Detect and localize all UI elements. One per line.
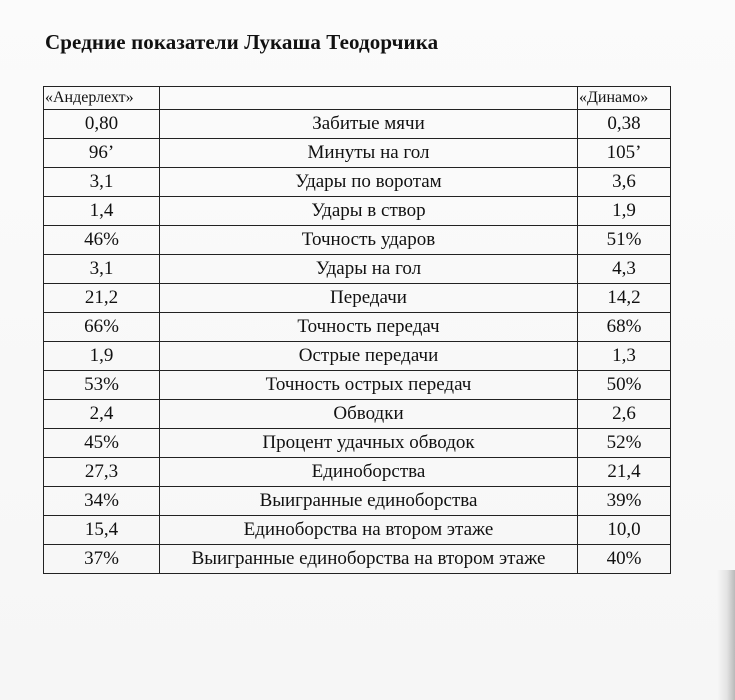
table-row xyxy=(44,110,671,139)
table-row xyxy=(44,342,671,371)
dynamo-value-cell: 39% xyxy=(578,487,671,516)
metric-label-cell: Процент удачных обводок xyxy=(160,429,578,458)
anderlecht-value-cell: 0,80 xyxy=(44,110,160,139)
page-edge-shadow xyxy=(717,570,735,700)
dynamo-value-cell: 1,9 xyxy=(578,197,671,226)
stats-table xyxy=(43,86,671,574)
anderlecht-value-cell: 53% xyxy=(44,371,160,400)
table-header-row xyxy=(44,87,671,110)
metric-label-cell: Удары на гол xyxy=(160,255,578,284)
anderlecht-value-cell: 66% xyxy=(44,313,160,342)
metric-label-cell: Удары в створ xyxy=(160,197,578,226)
table-row xyxy=(44,371,671,400)
metric-label-cell: Минуты на гол xyxy=(160,139,578,168)
dynamo-value-cell: 3,6 xyxy=(578,168,671,197)
dynamo-value-cell: 10,0 xyxy=(578,516,671,545)
anderlecht-value-cell: 34% xyxy=(44,487,160,516)
table-row xyxy=(44,487,671,516)
anderlecht-value-cell: 3,1 xyxy=(44,168,160,197)
table-row xyxy=(44,284,671,313)
table-row xyxy=(44,400,671,429)
metric-label-cell: Точность ударов xyxy=(160,226,578,255)
table-row xyxy=(44,255,671,284)
dynamo-value-cell: 51% xyxy=(578,226,671,255)
anderlecht-value-cell: 3,1 xyxy=(44,255,160,284)
anderlecht-value-cell: 21,2 xyxy=(44,284,160,313)
dynamo-value-cell: 21,4 xyxy=(578,458,671,487)
metric-label-cell: Выигранные единоборства на втором этаже xyxy=(160,545,578,574)
dynamo-value-cell: 68% xyxy=(578,313,671,342)
dynamo-value-cell: 52% xyxy=(578,429,671,458)
anderlecht-value-cell: 15,4 xyxy=(44,516,160,545)
anderlecht-value-cell: 2,4 xyxy=(44,400,160,429)
metric-label-cell: Выигранные единоборства xyxy=(160,487,578,516)
dynamo-value-cell: 14,2 xyxy=(578,284,671,313)
metric-label-cell: Точность передач xyxy=(160,313,578,342)
anderlecht-value-cell: 46% xyxy=(44,226,160,255)
table-row xyxy=(44,313,671,342)
metric-label-cell: Удары по воротам xyxy=(160,168,578,197)
table-row xyxy=(44,458,671,487)
anderlecht-value-cell: 1,4 xyxy=(44,197,160,226)
anderlecht-value-cell: 37% xyxy=(44,545,160,574)
dynamo-value-cell: 2,6 xyxy=(578,400,671,429)
dynamo-value-cell: 105’ xyxy=(578,139,671,168)
table-row xyxy=(44,545,671,574)
dynamo-value-cell: 1,3 xyxy=(578,342,671,371)
table-row xyxy=(44,516,671,545)
dynamo-value-cell: 40% xyxy=(578,545,671,574)
metric-label-cell: Единоборства на втором этаже xyxy=(160,516,578,545)
table-row xyxy=(44,226,671,255)
team-left-header: «Андерлехт» xyxy=(44,87,160,110)
table-row xyxy=(44,197,671,226)
metric-label-cell: Точность острых передач xyxy=(160,371,578,400)
table-row xyxy=(44,429,671,458)
anderlecht-value-cell: 45% xyxy=(44,429,160,458)
table-row xyxy=(44,168,671,197)
metric-header xyxy=(160,87,578,110)
stats-table-body xyxy=(44,87,671,574)
anderlecht-value-cell: 1,9 xyxy=(44,342,160,371)
team-right-header: «Динамо» xyxy=(578,87,671,110)
anderlecht-value-cell: 96’ xyxy=(44,139,160,168)
dynamo-value-cell: 0,38 xyxy=(578,110,671,139)
anderlecht-value-cell: 27,3 xyxy=(44,458,160,487)
table-row xyxy=(44,139,671,168)
metric-label-cell: Единоборства xyxy=(160,458,578,487)
page-title: Средние показатели Лукаша Теодорчика xyxy=(45,30,439,54)
metric-label-cell: Забитые мячи xyxy=(160,110,578,139)
metric-label-cell: Обводки xyxy=(160,400,578,429)
dynamo-value-cell: 50% xyxy=(578,371,671,400)
dynamo-value-cell: 4,3 xyxy=(578,255,671,284)
metric-label-cell: Передачи xyxy=(160,284,578,313)
metric-label-cell: Острые передачи xyxy=(160,342,578,371)
